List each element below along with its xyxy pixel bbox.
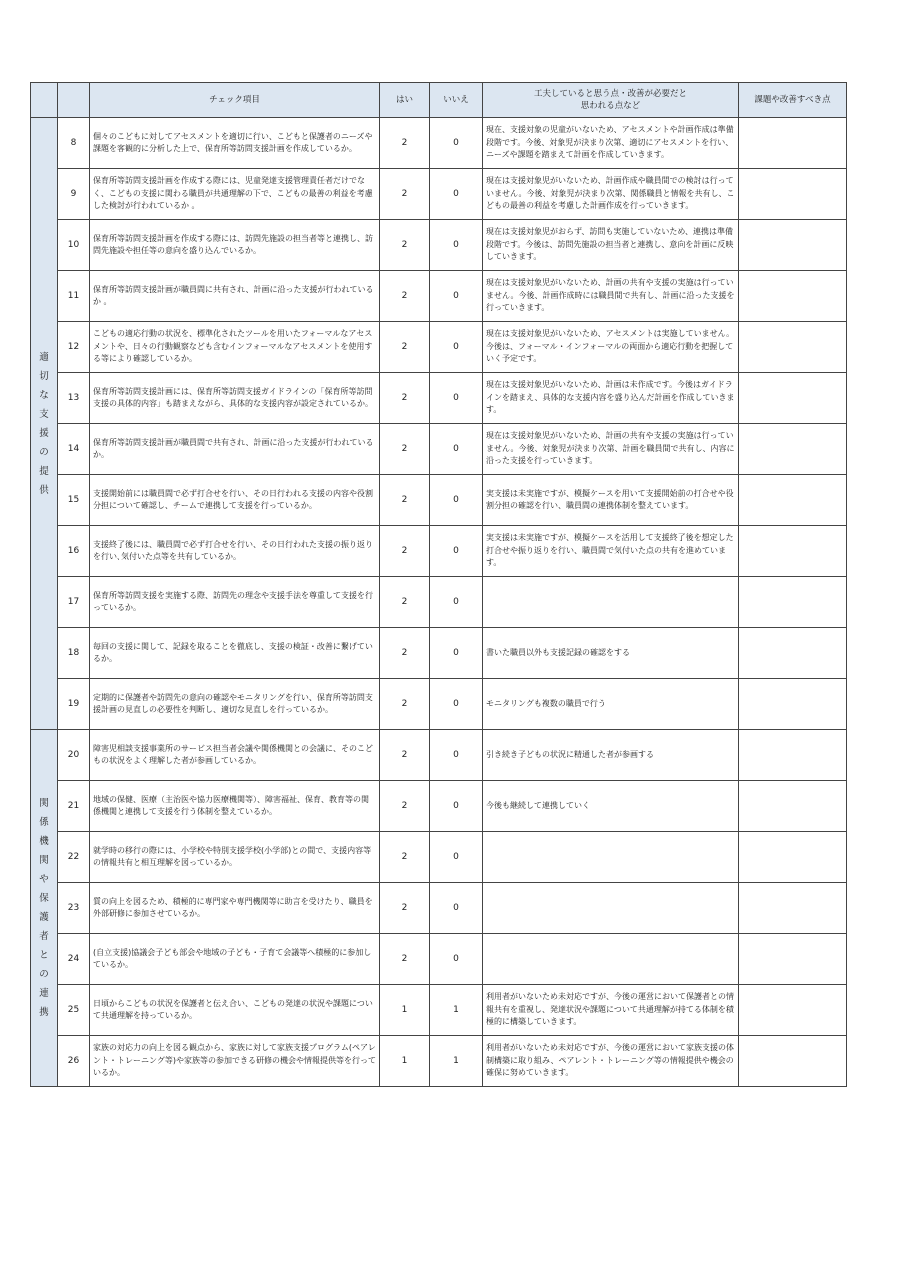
effort-note: 現在は支援対象児がいないため、アセスメントは実施していません。今後は、フォーマル・インフォーマルの両面から適応行動を把握していく予定です。	[483, 322, 739, 373]
effort-note: 今後も継続して連携していく	[483, 781, 739, 832]
row-number: 19	[58, 679, 90, 730]
check-item-text: 障害児相談支援事業所のサービス担当者会議や関係機関との会議に、そのこどもの状況をよく理解した者が参画しているか。	[90, 730, 380, 781]
no-count: 0	[430, 475, 483, 526]
check-item-text: 保育所等訪問支援計画を作成する際には、児童発達支援管理責任者だけでなく、こどもの支援に関わる職員が共通理解の下で、こどもの最善の利益を考慮した検討が行われているか 。	[90, 169, 380, 220]
row-number: 10	[58, 220, 90, 271]
category-char: 提	[39, 465, 49, 477]
issue-note	[739, 118, 847, 169]
no-count: 0	[430, 832, 483, 883]
row-number: 17	[58, 577, 90, 628]
row-number: 16	[58, 526, 90, 577]
row-number: 18	[58, 628, 90, 679]
table-row	[31, 169, 847, 220]
table-row	[31, 628, 847, 679]
table-row	[31, 526, 847, 577]
effort-note: 利用者がいないため未対応ですが、今後の運営において保護者との情報共有を重視し、発達状況や課題について共通理解が持てる体制を積極的に構築していきます。	[483, 985, 739, 1036]
effort-note: 書いた職員以外も支援記録の確認をする	[483, 628, 739, 679]
issue-note	[739, 628, 847, 679]
row-number: 12	[58, 322, 90, 373]
table-row	[31, 1036, 847, 1087]
yes-count: 2	[380, 832, 430, 883]
table-row	[31, 322, 847, 373]
no-count: 0	[430, 679, 483, 730]
yes-count: 2	[380, 169, 430, 220]
category-char: と	[39, 950, 49, 961]
row-number: 22	[58, 832, 90, 883]
no-count: 0	[430, 424, 483, 475]
yes-count: 2	[380, 781, 430, 832]
issue-note	[739, 781, 847, 832]
effort-note: 現在、支援対象の児童がいないため、アセスメントや計画作成は準備段階です。今後、対象児が決まり次第、適切にアセスメントを行い、ニーズや課題を踏まえて計画を作成していきます。	[483, 118, 739, 169]
check-item-text: 保育所等訪問支援計画が職員間に共有され、計画に沿った支援が行われているか 。	[90, 271, 380, 322]
yes-count: 2	[380, 118, 430, 169]
category-char: 関	[39, 798, 49, 809]
header-category	[31, 83, 58, 118]
row-number: 23	[58, 883, 90, 934]
category-char: 護	[39, 912, 49, 923]
check-item-text: 家族の対応力の向上を図る観点から、家族に対して家族支援プログラム(ペアレント・トレーニング等)や家族等の参加できる研修の機会や情報提供等を行っているか。	[90, 1036, 380, 1087]
check-item-text: (自立支援)協議会子ども部会や地域の子ども・子育て会議等へ積極的に参加しているか。	[90, 934, 380, 985]
issue-note	[739, 1036, 847, 1087]
table-row	[31, 781, 847, 832]
header-row	[31, 83, 847, 118]
yes-count: 1	[380, 985, 430, 1036]
category-char: 支	[39, 408, 49, 420]
category-char: 携	[39, 1007, 49, 1018]
row-number: 15	[58, 475, 90, 526]
no-count: 1	[430, 1036, 483, 1087]
issue-note	[739, 832, 847, 883]
row-number: 14	[58, 424, 90, 475]
category-char: 係	[39, 817, 49, 828]
check-item-text: 保育所等訪問支援計画が職員間で共有され、計画に沿った支援が行われているか。	[90, 424, 380, 475]
yes-count: 2	[380, 628, 430, 679]
yes-count: 2	[380, 220, 430, 271]
table-row	[31, 577, 847, 628]
category-char: 適	[39, 351, 49, 363]
check-item-text: 個々のこどもに対してアセスメントを適切に行い、こどもと保護者のニーズや課題を客観的に分析した上で、保育所等訪問支援計画を作成しているか。	[90, 118, 380, 169]
effort-note: 引き続き子どもの状況に精通した者が参画する	[483, 730, 739, 781]
header-number	[58, 83, 90, 118]
header-issues: 課題や改善すべき点	[739, 83, 847, 118]
issue-note	[739, 934, 847, 985]
check-item-text: 保育所等訪問支援計画には、保育所等訪問支援ガイドラインの「保育所等訪問支援の具体的内容」も踏まえながら、具体的な支援内容が設定されているか。	[90, 373, 380, 424]
yes-count: 2	[380, 679, 430, 730]
category-char: の	[39, 969, 49, 980]
header-check-item: チェック項目	[90, 83, 380, 118]
row-number: 9	[58, 169, 90, 220]
yes-count: 2	[380, 373, 430, 424]
check-item-text: 日頃からこどもの状況を保護者と伝え合い、こどもの発達の状況や課題について共通理解を持っているか。	[90, 985, 380, 1036]
effort-note: 実支援は未実施ですが、模擬ケースを活用して支援終了後を想定した打合せや振り返りを行い、職員間で気付いた点の共有を進めています。	[483, 526, 739, 577]
category-char: 関	[39, 855, 49, 866]
category-char: 切	[39, 370, 49, 382]
yes-count: 2	[380, 730, 430, 781]
yes-count: 2	[380, 577, 430, 628]
issue-note	[739, 730, 847, 781]
effort-note: 利用者がいないため未対応ですが、今後の運営において家族支援の体制構築に取り組み、ペアレント・トレーニング等の情報提供や機会の確保に努めていきます。	[483, 1036, 739, 1087]
issue-note	[739, 526, 847, 577]
row-number: 25	[58, 985, 90, 1036]
check-item-text: 質の向上を図るため、積極的に専門家や専門機関等に助言を受けたり、職員を外部研修に参加させているか。	[90, 883, 380, 934]
effort-note: モニタリングも複数の職員で行う	[483, 679, 739, 730]
table-row	[31, 985, 847, 1036]
category-char: な	[39, 389, 49, 401]
effort-note: 現在は支援対象児がいないため、計画作成や職員間での検討は行っていません。今後、対象児が決まり次第、関係職員と情報を共有し、こどもの最善の利益を考慮した計画作成を行っていきます。	[483, 169, 739, 220]
no-count: 0	[430, 322, 483, 373]
yes-count: 2	[380, 322, 430, 373]
check-item-text: 保育所等訪問支援計画を作成する際には、訪問先施設の担当者等と連携し、訪問先施設や担任等の意向を盛り込んでいるか。	[90, 220, 380, 271]
effort-note: 現在は支援対象児がいないため、計画は未作成です。今後はガイドラインを踏まえ、具体的な支援内容を盛り込んだ計画を作成していきます。	[483, 373, 739, 424]
effort-note	[483, 934, 739, 985]
header-efforts	[483, 83, 739, 118]
yes-count: 2	[380, 526, 430, 577]
table-row	[31, 220, 847, 271]
effort-note: 現在は支援対象児がいないため、計画の共有や支援の実施は行っていません。今後、対象児が決まり次第、計画を職員間で共有し、内容に沿った支援を行っていきます。	[483, 424, 739, 475]
yes-count: 2	[380, 475, 430, 526]
issue-note	[739, 424, 847, 475]
issue-note	[739, 271, 847, 322]
issue-note	[739, 220, 847, 271]
row-number: 24	[58, 934, 90, 985]
effort-note	[483, 883, 739, 934]
no-count: 0	[430, 934, 483, 985]
checklist-table	[30, 82, 847, 1087]
category-cell	[31, 730, 58, 1087]
category-char: 援	[39, 427, 49, 439]
check-item-text: 定期的に保護者や訪問先の意向の確認やモニタリングを行い、保育所等訪問支援計画の見直しの必要性を判断し、適切な見直しを行っているか。	[90, 679, 380, 730]
row-number: 8	[58, 118, 90, 169]
category-char: 供	[39, 484, 49, 496]
no-count: 0	[430, 118, 483, 169]
header-yes: はい	[380, 83, 430, 118]
issue-note	[739, 169, 847, 220]
no-count: 0	[430, 883, 483, 934]
row-number: 26	[58, 1036, 90, 1087]
yes-count: 2	[380, 424, 430, 475]
header-efforts-line1: 工夫していると思う点・改善が必要だと	[533, 89, 687, 99]
category-char: や	[39, 874, 49, 885]
category-cell	[31, 118, 58, 730]
no-count: 0	[430, 781, 483, 832]
category-char: 機	[39, 836, 49, 847]
category-char: の	[39, 446, 49, 458]
check-item-text: 支援終了後には、職員間で必ず打合せを行い、その日行われた支援の振り返りを行い､気付いた点等を共有しているか。	[90, 526, 380, 577]
category-char: 連	[39, 988, 49, 999]
effort-note	[483, 832, 739, 883]
issue-note	[739, 679, 847, 730]
no-count: 1	[430, 985, 483, 1036]
check-item-text: 支援開始前には職員間で必ず打合せを行い、その日行われる支援の内容や役割分担について確認し、チームで連携して支援を行っているか。	[90, 475, 380, 526]
table-row	[31, 373, 847, 424]
table-row	[31, 679, 847, 730]
no-count: 0	[430, 271, 483, 322]
issue-note	[739, 373, 847, 424]
yes-count: 2	[380, 883, 430, 934]
row-number: 13	[58, 373, 90, 424]
check-item-text: 毎回の支援に関して、記録を取ることを徹底し、支援の検証・改善に繋げているか。	[90, 628, 380, 679]
effort-note: 現在は支援対象児がおらず、訪問も実施していないため、連携は準備段階です。今後は、訪問先施設の担当者と連携し、意向を計画に反映していきます。	[483, 220, 739, 271]
issue-note	[739, 883, 847, 934]
no-count: 0	[430, 220, 483, 271]
issue-note	[739, 985, 847, 1036]
table-row	[31, 934, 847, 985]
no-count: 0	[430, 373, 483, 424]
issue-note	[739, 475, 847, 526]
header-efforts-line2: 思われる点など	[580, 101, 641, 111]
table-row	[31, 424, 847, 475]
row-number: 20	[58, 730, 90, 781]
table-row	[31, 730, 847, 781]
row-number: 21	[58, 781, 90, 832]
issue-note	[739, 577, 847, 628]
no-count: 0	[430, 628, 483, 679]
table-row	[31, 271, 847, 322]
check-item-text: 就学時の移行の際には、小学校や特別支援学校(小学部)との間で、支援内容等の情報共有と相互理解を図っているか。	[90, 832, 380, 883]
table-row	[31, 475, 847, 526]
table-row	[31, 118, 847, 169]
yes-count: 2	[380, 934, 430, 985]
yes-count: 1	[380, 1036, 430, 1087]
header-no: いいえ	[430, 83, 483, 118]
check-item-text: 保育所等訪問支援を実施する際、訪問先の理念や支援手法を尊重して支援を行っているか。	[90, 577, 380, 628]
yes-count: 2	[380, 271, 430, 322]
effort-note: 実支援は未実施ですが、模擬ケースを用いて支援開始前の打合せや役割分担の確認を行い、職員間の連携体制を整えています。	[483, 475, 739, 526]
no-count: 0	[430, 577, 483, 628]
check-item-text: 地域の保健、医療（主治医や協力医療機関等）、障害福祉、保育、教育等の関係機関と連携して支援を行う体制を整えているか。	[90, 781, 380, 832]
no-count: 0	[430, 730, 483, 781]
no-count: 0	[430, 526, 483, 577]
table-row	[31, 832, 847, 883]
no-count: 0	[430, 169, 483, 220]
category-char: 者	[39, 931, 49, 942]
table-row	[31, 883, 847, 934]
check-item-text: こどもの適応行動の状況を、標準化されたツールを用いたフォーマルなアセスメントや、日々の行動観察なども含むインフォーマルなアセスメントを使用する等により確認しているか。	[90, 322, 380, 373]
category-char: 保	[39, 893, 49, 904]
row-number: 11	[58, 271, 90, 322]
issue-note	[739, 322, 847, 373]
effort-note: 現在は支援対象児がいないため、計画の共有や支援の実施は行っていません。今後、計画作成時には職員間で共有し、計画に沿った支援を行っていきます。	[483, 271, 739, 322]
effort-note	[483, 577, 739, 628]
